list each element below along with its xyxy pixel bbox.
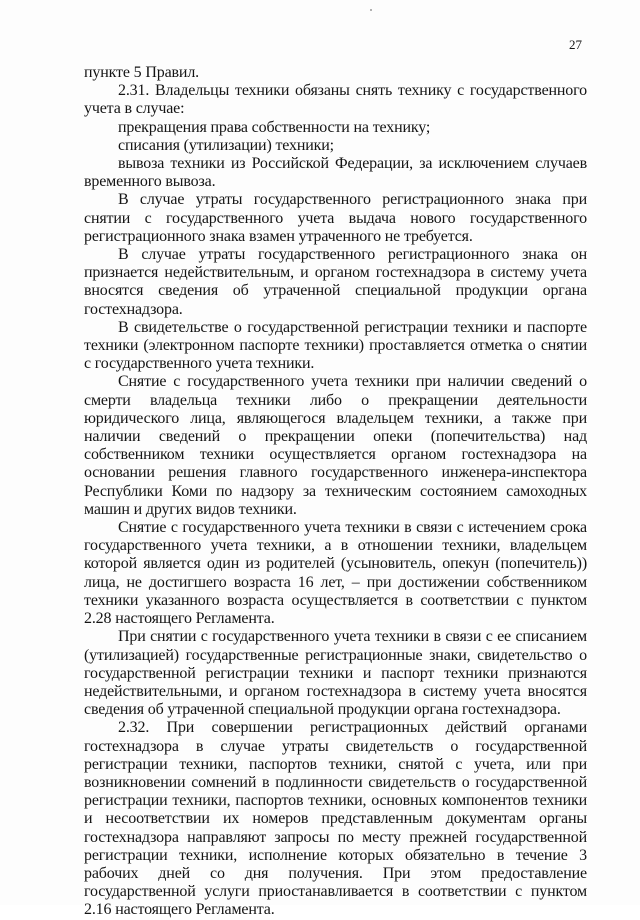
scan-speck (370, 9, 372, 11)
paragraph-plate-invalid: В случае утраты государственного регистрационного знака он признается недействительным, и органом гостехнадзора в систему учета вносятся сведения об утраченной специальной продукции органа гостехнадзора. (84, 246, 587, 318)
document-body (84, 64, 587, 920)
list-item-ownership: прекращения права собственности на технику; (118, 118, 431, 136)
paragraph-2-32: 2.32. При совершении регистрационных действий органами гостехнадзора в случае утраты свидетельств о государственной регистрации техники, паспортов техники, снятой с учета, или при возникновении сомнений в подлинности свидетельств о государственной регистрации техники, паспортов техники, основных компонентов техники и несоответствии их номеров представленным документам органы гостехнадзора направляют запросы по месту прежней государственной регистрации техники, исполнение которых обязательно в течение 3 рабочих дней со дня получения. При этом предоставление государственной услуги приостанавливается в соответствии с пунктом 2.16 настоящего Регламента. (84, 719, 587, 919)
list-item-export: вывоза техники из Российской Федерации, за исключением случаев временного вывоза. (84, 155, 587, 191)
paragraph-write-off-invalid: При снятии с государственного учета техники в связи с ее списанием (утилизацией) государственные регистрационные знаки, свидетельство о государственной регистрации техники и паспорт техники признаются недействительными, и органом гостехнадзора в систему учета вносятся сведения об утраченной специальной продукции органа гостехнадзора. (84, 628, 587, 719)
paragraph-plate-loss-deregistration: В случае утраты государственного регистрационного знака при снятии с государственного учета выдача нового государственного регистрационного знака взамен утраченного не требуется. (84, 191, 587, 245)
paragraph-death-owner: Снятие с государственного учета техники при наличии сведений о смерти владельца техники либо о прекращении деятельности юридического лица, являющегося владельцем техники, а также при наличии сведений о прекращении опеки (попечительства) над собственником техники осуществляется органом гостехнадзора на основании решения главного государственного инженера-инспектора Республики Коми по надзору за техническим состоянием самоходных машин и других видов техники. (84, 373, 587, 518)
paragraph-continuation: пункте 5 Правил. (84, 64, 199, 81)
paragraph-2-31: 2.31. Владельцы техники обязаны снять технику с государственного учета в случае: (84, 82, 587, 118)
paragraph-certificate-mark: В свидетельстве о государственной регистрации техники и паспорте техники (электронном паспорте техники) проставляется отметка о снятии с государственного учета техники. (84, 318, 587, 373)
list-item-write-off: списания (утилизации) техники; (118, 136, 334, 154)
paragraph-term-expiry: Снятие с государственного учета техники в связи с истечением срока государственного учета техники, а в отношении техники, владельцем которой является один из родителей (усыновитель, опекун (попечитель)) лица, не достигшего возраста 16 лет, – при достижении собственником техники указанного возраста осуществляется в соответствии с пунктом 2.28 настоящего Регламента. (84, 519, 587, 628)
page-number: 27 (569, 37, 582, 52)
